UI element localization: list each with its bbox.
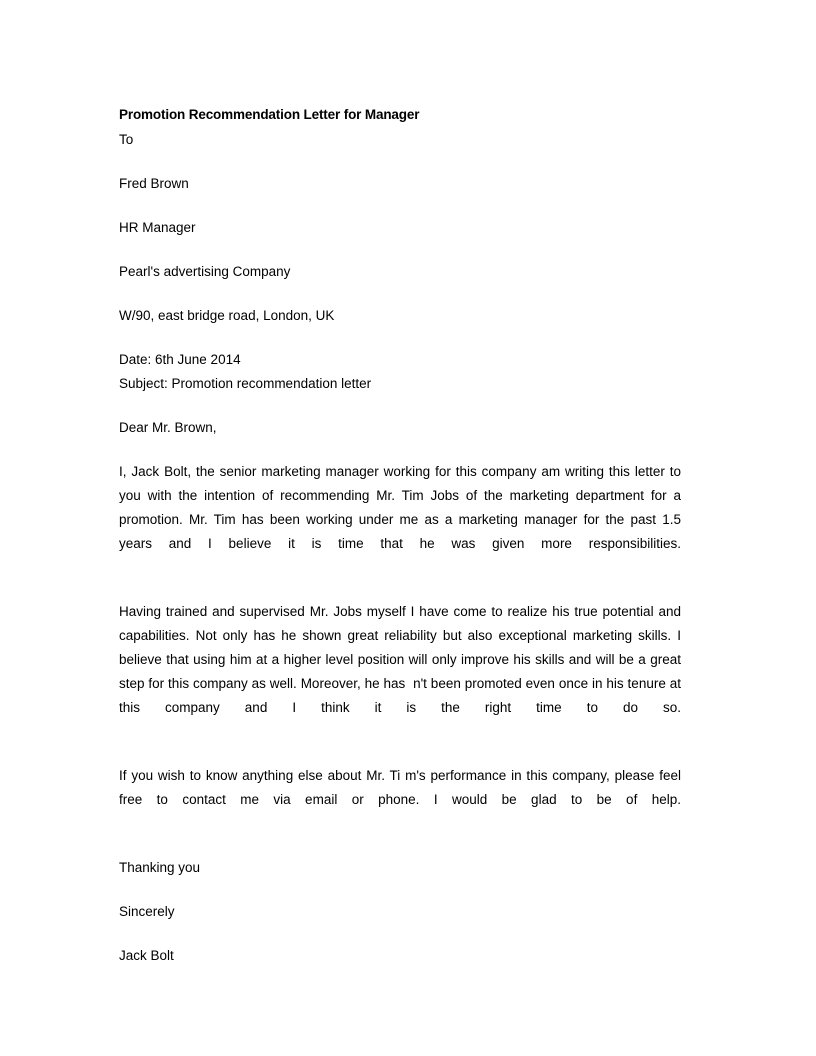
recipient-company: Pearl's advertising Company (119, 264, 291, 279)
spacer (119, 440, 681, 460)
spacer (119, 196, 681, 216)
signature-name: Jack Bolt (119, 948, 174, 963)
body-paragraph-2: Having trained and supervised Mr. Jobs myself I have come to realize his true potential and capabilities. Not only has he shown great reliability but also exceptional marketing skills. I believe that using him at a higher level position will only improve his skills and will be a great step for this company as well. Moreover, he has n't been promoted even once in his tenure at this company and I think it is the right time to do so. (119, 604, 685, 715)
closing-valediction: Sincerely (119, 904, 175, 919)
spacer (119, 396, 681, 416)
spacer (119, 836, 681, 856)
letter-body (119, 106, 685, 968)
recipient-name: Fred Brown (119, 176, 189, 191)
letter-subject: Subject: Promotion recommendation letter (119, 376, 372, 391)
recipient-address: W/90, east bridge road, London, UK (119, 308, 335, 323)
letter-date: Date: 6th June 2014 (119, 352, 241, 367)
closing-thanks: Thanking you (119, 860, 201, 875)
letter-greeting: Dear Mr. Brown, (119, 420, 217, 435)
spacer (119, 924, 681, 944)
page-title: Promotion Recommendation Letter for Manager (119, 107, 420, 122)
spacer (119, 284, 681, 304)
spacer (119, 240, 681, 260)
spacer (119, 744, 681, 764)
spacer (119, 152, 681, 172)
body-paragraph-3: If you wish to know anything else about Mr. Ti m's performance in this company, please feel free to contact me via email or phone. I would be glad to be of help. (119, 768, 685, 807)
spacer (119, 328, 681, 348)
recipient-to-label: To (119, 132, 134, 147)
spacer (119, 880, 681, 900)
body-paragraph-1: I, Jack Bolt, the senior marketing manager working for this company am writing this letter to you with the intention of recommending Mr. Tim Jobs of the marketing department for a promotion. Mr. Tim has been working under me as a marketing manager for the past 1.5 years and I believe it is time that he was given more responsibilities. (119, 464, 685, 551)
spacer (119, 580, 681, 600)
recipient-job-title: HR Manager (119, 220, 196, 235)
